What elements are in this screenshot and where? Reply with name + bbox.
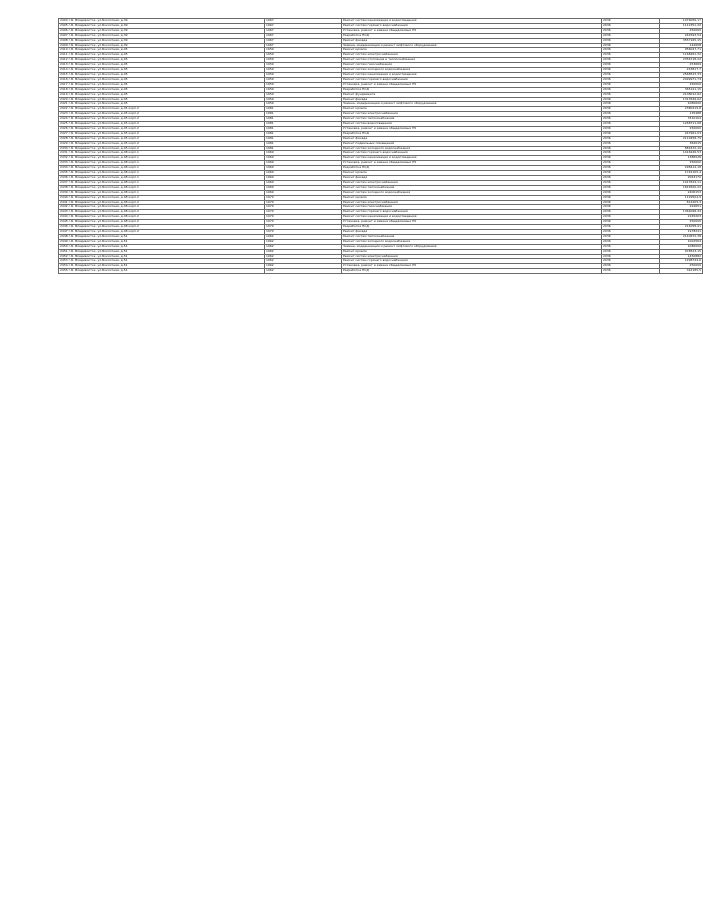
work-type-cell: Ремонт систем холодного водоснабжения [342,146,602,151]
year-cell: 1959 [265,68,342,73]
plan-year-cell: 2036 [602,234,660,239]
work-type-cell: Ремонт систем канализации и водоотведения [342,156,602,161]
work-type-cell: Ремонт систем теплоснабжения [342,185,602,190]
plan-year-cell: 2036 [602,82,660,87]
address-cell: 2407 г.Б. Владивосток, ул.Бокситная, д.39 [59,33,265,38]
year-cell: 1970 [265,210,342,215]
year-cell: 1981 [265,107,342,112]
work-type-cell: Ремонт кровли [342,107,602,112]
amount-cell: 1742105,4 [660,171,703,176]
year-cell: 1981 [265,122,342,127]
address-cell: 2405 г.Б. Владивосток, ул.Бокситная, д.39 [59,23,265,28]
amount-cell: 812205,3 [660,200,703,205]
amount-cell: 1168261,32 [660,53,703,58]
year-cell: 1962 [265,249,342,254]
plan-year-cell: 2036 [602,205,660,210]
plan-year-cell: 2036 [602,166,660,171]
work-type-cell: Установка, ремонт и замена общедомовых ПУ [342,82,602,87]
year-cell: 1959 [265,82,342,87]
plan-year-cell: 2036 [602,269,660,274]
plan-year-cell: 2036 [602,87,660,92]
work-type-cell: Ремонт фасада [342,136,602,141]
plan-year-cell: 2036 [602,249,660,254]
amount-cell: 1313549,02 [660,97,703,102]
address-cell: 2437 г.Б. Владивосток, ул.Бокситная, д.48 корп.1 [59,180,265,185]
work-type-cell: Ремонт систем канализации и водоотведения [342,215,602,220]
plan-year-cell: 2036 [602,190,660,195]
amount-cell: 298414,18 [660,166,703,171]
repair-register-table [58,18,703,274]
amount-cell: 253669 [660,63,703,68]
address-cell: 2452 г.Б. Владивосток, ул.Бокситная, д.51 [59,254,265,259]
work-type-cell: Ремонт фасада [342,176,602,181]
plan-year-cell: 2036 [602,220,660,225]
year-cell: 1962 [265,269,342,274]
amount-cell: 978523,15 [660,249,703,254]
work-type-cell: Разработка ПСД [342,33,602,38]
amount-cell: 243817,7 [660,68,703,73]
work-type-cell: Ремонт систем газоснабжения [342,205,602,210]
plan-year-cell: 2036 [602,156,660,161]
address-cell: 2416 г.Б. Владивосток, ул.Бокситная, д.45 [59,77,265,82]
amount-cell: 2119458,79 [660,136,703,141]
work-type-cell: Ремонт систем канализации и водоотведения [342,19,602,24]
work-type-cell: Разработка ПСД [342,166,602,171]
address-cell: 2423 г.Б. Владивосток, ул.Бокситная, д.45 корп.2 [59,112,265,117]
year-cell: 1962 [265,234,342,239]
year-cell: 1959 [265,102,342,107]
amount-cell: 956047,71 [660,48,703,53]
address-cell: 2428 г.Б. Владивосток, ул.Бокситная, д.45 корп.2 [59,136,265,141]
plan-year-cell: 2036 [602,176,660,181]
plan-year-cell: 2036 [602,102,660,107]
plan-year-cell: 2036 [602,244,660,249]
amount-cell: 1080000 [660,244,703,249]
work-type-cell: Ремонт систем горячего водоснабжения [342,210,602,215]
address-cell: 2418 г.Б. Владивосток, ул.Бокситная, д.45 [59,87,265,92]
work-type-cell: Разработка ПСД [342,269,602,274]
year-cell: 1959 [265,92,342,97]
work-type-cell: Замена, модернизация и ремонт лифтового оборудования [342,102,602,107]
year-cell: 1970 [265,215,342,220]
address-cell: 2411 г.Б. Владивосток, ул.Бокситная, д.45 [59,53,265,58]
year-cell: 1967 [265,38,342,43]
work-type-cell: Ремонт фасада [342,97,602,102]
address-cell: 2422 г.Б. Владивосток, ул.Бокситная, д.45 корп.2 [59,107,265,112]
work-type-cell: Замена, модернизация и ремонт лифтового оборудования [342,244,602,249]
work-type-cell: Ремонт подвальных помещений [342,141,602,146]
address-cell: 2427 г.Б. Владивосток, ул.Бокситная, д.45 корп.2 [59,131,265,136]
plan-year-cell: 2036 [602,254,660,259]
year-cell: 1967 [265,19,342,24]
address-cell: 2448 г.Б. Владивосток, ул.Бокситная, д.51 [59,234,265,239]
address-cell: 2412 г.Б. Владивосток, ул.Бокситная, д.45 [59,58,265,63]
year-cell: 1967 [265,23,342,28]
amount-cell: 3557165,15 [660,38,703,43]
year-cell: 1981 [265,141,342,146]
plan-year-cell: 2036 [602,210,660,215]
plan-year-cell: 2036 [602,200,660,205]
work-type-cell: Ремонт кровли [342,195,602,200]
work-type-cell: Ремонт систем холодного водоснабжения [342,239,602,244]
work-type-cell: Разработка ПСД [342,87,602,92]
year-cell: 1962 [265,239,342,244]
work-type-cell: Ремонт кровли [342,171,602,176]
amount-cell: 1112351,32 [660,23,703,28]
year-cell: 1970 [265,220,342,225]
plan-year-cell: 2036 [602,161,660,166]
plan-year-cell: 2036 [602,126,660,131]
year-cell: 1981 [265,136,342,141]
work-type-cell: Ремонт систем электроснабжения [342,53,602,58]
work-type-cell: Ремонт фасада [342,229,602,234]
plan-year-cell: 2036 [602,68,660,73]
plan-year-cell: 2036 [602,63,660,68]
work-type-cell: Замена, модернизация и ремонт лифтового оборудования [342,43,602,48]
work-type-cell: Ремонт систем горячего водоснабжения [342,259,602,264]
work-type-cell: Установка, ремонт и замена общедомовых ПУ [342,264,602,269]
address-cell: 2430 г.Б. Владивосток, ул.Бокситная, д.45 корп.2 [59,146,265,151]
plan-year-cell: 2036 [602,215,660,220]
work-type-cell: Ремонт систем электроснабжения [342,180,602,185]
year-cell: 1981 [265,146,342,151]
address-cell: 2417 г.Б. Владивосток, ул.Бокситная, д.45 [59,82,265,87]
amount-cell: 1298744,6 [660,259,703,264]
plan-year-cell: 2036 [602,107,660,112]
address-cell: 2454 г.Б. Владивосток, ул.Бокситная, д.51 [59,264,265,269]
plan-year-cell: 2036 [602,53,660,58]
address-cell: 2449 г.Б. Владивосток, ул.Бокситная, д.51 [59,239,265,244]
year-cell: 1969 [265,171,342,176]
work-type-cell: Установка, ремонт и замена общедомовых ПУ [342,161,602,166]
plan-year-cell: 2036 [602,225,660,230]
amount-cell: 1129504,9 [660,195,703,200]
year-cell: 1969 [265,156,342,161]
plan-year-cell: 2036 [602,122,660,127]
address-cell: 2436 г.Б. Владивосток, ул.Бокситная, д.48 корп.1 [59,176,265,181]
amount-cell: 2165203 [660,215,703,220]
address-cell: 2442 г.Б. Владивосток, ул.Бокситная, д.48 корп.2 [59,205,265,210]
work-type-cell: Установка, ремонт и замена общедомовых ПУ [342,126,602,131]
year-cell: 1981 [265,126,342,131]
year-cell: 1962 [265,254,342,259]
amount-cell: 2063170 [660,176,703,181]
address-cell: 2434 г.Б. Владивосток, ул.Бокситная, д.48 корп.1 [59,166,265,171]
amount-cell: 1386528 [660,156,703,161]
year-cell: 1969 [265,180,342,185]
work-type-cell: Ремонт систем электроснабжения [342,200,602,205]
plan-year-cell: 2036 [602,77,660,82]
table-body [59,19,703,274]
amount-cell: 250000 [660,28,703,33]
work-type-cell: Ремонт систем холодного водоснабжения [342,190,602,195]
plan-year-cell: 2036 [602,131,660,136]
amount-cell: 1416226,53 [660,151,703,156]
amount-cell: 365121,15 [660,87,703,92]
plan-year-cell: 2036 [602,146,660,151]
plan-year-cell: 2036 [602,58,660,63]
address-cell: 2450 г.Б. Владивосток, ул.Бокситная, д.51 [59,244,265,249]
amount-cell: 2406153 [660,190,703,195]
address-cell: 2447 г.Б. Владивосток, ул.Бокситная, д.48 корп.2 [59,229,265,234]
plan-year-cell: 2036 [602,180,660,185]
amount-cell: 250000 [660,220,703,225]
amount-cell: 1978241 [660,229,703,234]
plan-year-cell: 2036 [602,112,660,117]
address-cell: 2408 г.Б. Владивосток, ул.Бокситная, д.39 [59,38,265,43]
amount-cell: 250000 [660,264,703,269]
plan-year-cell: 2036 [602,136,660,141]
address-cell: 2419 г.Б. Владивосток, ул.Бокситная, д.45 [59,92,265,97]
amount-cell: 294651 [660,205,703,210]
amount-cell: 1816500,22 [660,185,703,190]
table-row [59,269,703,274]
year-cell: 1962 [265,264,342,269]
address-cell: 2432 г.Б. Владивосток, ул.Бокситная, д.48 корп.1 [59,156,265,161]
amount-cell: 2140672,38 [660,234,703,239]
address-cell: 2425 г.Б. Владивосток, ул.Бокситная, д.45 корп.2 [59,122,265,127]
amount-cell: 2568523,33 [660,72,703,77]
address-cell: 2404 г.Б. Владивосток, ул.Бокситная, д.39 [59,19,265,24]
address-cell: 2453 г.Б. Владивосток, ул.Бокситная, д.51 [59,259,265,264]
year-cell: 1970 [265,195,342,200]
work-type-cell: Ремонт кровли [342,48,602,53]
work-type-cell: Ремонт систем теплоснабжения [342,234,602,239]
work-type-cell: Ремонт кровли [342,249,602,254]
address-cell: 2455 г.Б. Владивосток, ул.Бокситная, д.51 [59,269,265,274]
address-cell: 2451 г.Б. Владивосток, ул.Бокситная, д.51 [59,249,265,254]
year-cell: 1981 [265,112,342,117]
plan-year-cell: 2036 [602,117,660,122]
address-cell: 2431 г.Б. Владивосток, ул.Бокситная, д.48 корп.1 [59,151,265,156]
plan-year-cell: 2036 [602,195,660,200]
address-cell: 2443 г.Б. Владивосток, ул.Бокситная, д.48 корп.2 [59,210,265,215]
year-cell: 1981 [265,117,342,122]
address-cell: 2420 г.Б. Владивосток, ул.Бокситная, д.45 [59,97,265,102]
plan-year-cell: 2036 [602,229,660,234]
plan-year-cell: 2036 [602,151,660,156]
amount-cell: 2356718,22 [660,58,703,63]
amount-cell: 3310104 [660,117,703,122]
year-cell: 1969 [265,185,342,190]
work-type-cell: Ремонт систем газоснабжения [342,63,602,68]
amount-cell: 1076056,17 [660,19,703,24]
plan-year-cell: 2036 [602,38,660,43]
year-cell: 1969 [265,176,342,181]
work-type-cell: Ремонт фасада [342,38,602,43]
year-cell: 1969 [265,166,342,171]
amount-cell: 1013524,11 [660,180,703,185]
address-cell: 2440 г.Б. Владивосток, ул.Бокситная, д.48 корп.2 [59,195,265,200]
address-cell: 2429 г.Б. Владивосток, ул.Бокситная, д.45 корп.2 [59,141,265,146]
year-cell: 1969 [265,161,342,166]
address-cell: 2444 г.Б. Владивосток, ул.Бокситная, д.48 корп.2 [59,215,265,220]
amount-cell: 1002564 [660,239,703,244]
year-cell: 1959 [265,58,342,63]
year-cell: 1967 [265,43,342,48]
address-cell: 2435 г.Б. Владивосток, ул.Бокситная, д.48 корп.1 [59,171,265,176]
year-cell: 1962 [265,259,342,264]
work-type-cell: Ремонт систем электроснабжения [342,112,602,117]
address-cell: 2414 г.Б. Владивосток, ул.Бокситная, д.45 [59,68,265,73]
year-cell: 1967 [265,28,342,33]
plan-year-cell: 2036 [602,92,660,97]
work-type-cell: Установка, ремонт и замена общедомовых ПУ [342,220,602,225]
work-type-cell: Ремонт систем отопления и теплоснабжения [342,58,602,63]
address-cell: 2415 г.Б. Владивосток, ул.Бокситная, д.45 [59,72,265,77]
address-cell: 2438 г.Б. Владивосток, ул.Бокситная, д.48 корп.1 [59,185,265,190]
year-cell: 1970 [265,200,342,205]
amount-cell: 2108012,62 [660,92,703,97]
plan-year-cell: 2036 [602,23,660,28]
plan-year-cell: 2036 [602,141,660,146]
plan-year-cell: 2036 [602,171,660,176]
amount-cell: 881672,19 [660,146,703,151]
plan-year-cell: 2036 [602,97,660,102]
year-cell: 1959 [265,53,342,58]
plan-year-cell: 2036 [602,33,660,38]
amount-cell: 250000 [660,82,703,87]
work-type-cell: Ремонт систем канализации и водоотведения [342,72,602,77]
work-type-cell: Разработка ПСД [342,225,602,230]
work-type-cell: Разработка ПСД [342,131,602,136]
year-cell: 1959 [265,87,342,92]
amount-cell: 1080000 [660,102,703,107]
amount-cell: 250000 [660,161,703,166]
amount-cell: 2380419,8 [660,107,703,112]
address-cell: 2413 г.Б. Владивосток, ул.Бокситная, д.45 [59,63,265,68]
amount-cell: 244593,54 [660,33,703,38]
work-type-cell: Ремонт систем горячего водоснабжения [342,151,602,156]
address-cell: 2424 г.Б. Владивосток, ул.Бокситная, д.45 корп.2 [59,117,265,122]
plan-year-cell: 2036 [602,264,660,269]
address-cell: 2439 г.Б. Владивосток, ул.Бокситная, д.48 корп.1 [59,190,265,195]
plan-year-cell: 2036 [602,43,660,48]
register-sheet [58,18,701,274]
work-type-cell: Установка, ремонт и замена общедомовых ПУ [342,28,602,33]
plan-year-cell: 2036 [602,19,660,24]
address-cell: 2409 г.Б. Владивосток, ул.Бокситная, д.39 [59,43,265,48]
address-cell: 2426 г.Б. Владивосток, ул.Бокситная, д.45 корп.2 [59,126,265,131]
amount-cell: 214058,91 [660,225,703,230]
year-cell: 1959 [265,72,342,77]
year-cell: 1959 [265,48,342,53]
year-cell: 1959 [265,63,342,68]
year-cell: 1969 [265,151,342,156]
address-cell: 2445 г.Б. Владивосток, ул.Бокситная, д.48 корп.2 [59,220,265,225]
work-type-cell: Ремонт систем горячего водоснабжения [342,23,602,28]
year-cell: 1967 [265,33,342,38]
year-cell: 1962 [265,244,342,249]
year-cell: 1969 [265,190,342,195]
year-cell: 1981 [265,131,342,136]
plan-year-cell: 2036 [602,259,660,264]
work-type-cell: Ремонт систем холодного водоснабжения [342,68,602,73]
address-cell: 2406 г.Б. Владивосток, ул.Бокситная, д.39 [59,28,265,33]
amount-cell: 135488 [660,112,703,117]
amount-cell: 2499971,74 [660,77,703,82]
work-type-cell: Ремонт фундамента [342,92,602,97]
work-type-cell: Ремонт систем электроснабжения [342,254,602,259]
year-cell: 1970 [265,205,342,210]
plan-year-cell: 2036 [602,48,660,53]
address-cell: 2446 г.Б. Владивосток, ул.Бокситная, д.48 корп.2 [59,225,265,230]
plan-year-cell: 2036 [602,185,660,190]
work-type-cell: Ремонт систем теплоснабжения [342,117,602,122]
amount-cell: 247961,03 [660,131,703,136]
plan-year-cell: 2036 [602,28,660,33]
year-cell: 1970 [265,229,342,234]
address-cell: 2421 г.Б. Владивосток, ул.Бокситная, д.45 [59,102,265,107]
amount-cell: 1268711,08 [660,122,703,127]
work-type-cell: Ремонт систем горячего водоснабжения [342,77,602,82]
address-cell: 2433 г.Б. Владивосток, ул.Бокситная, д.48 корп.1 [59,161,265,166]
plan-year-cell: 2036 [602,239,660,244]
plan-year-cell: 2036 [602,72,660,77]
year-cell: 1959 [265,97,342,102]
amount-cell: 142608 [660,43,703,48]
address-cell: 2441 г.Б. Владивосток, ул.Бокситная, д.48 корп.2 [59,200,265,205]
amount-cell: 1364098,44 [660,210,703,215]
amount-cell: 250000 [660,126,703,131]
year-cell: 1970 [265,225,342,230]
amount-cell: 342185,5 [660,269,703,274]
work-type-cell: Ремонт систем водоотведения [342,122,602,127]
year-cell: 1959 [265,77,342,82]
amount-cell: 1450882 [660,254,703,259]
address-cell: 2410 г.Б. Владивосток, ул.Бокситная, д.45 [59,48,265,53]
amount-cell: 362015 [660,141,703,146]
